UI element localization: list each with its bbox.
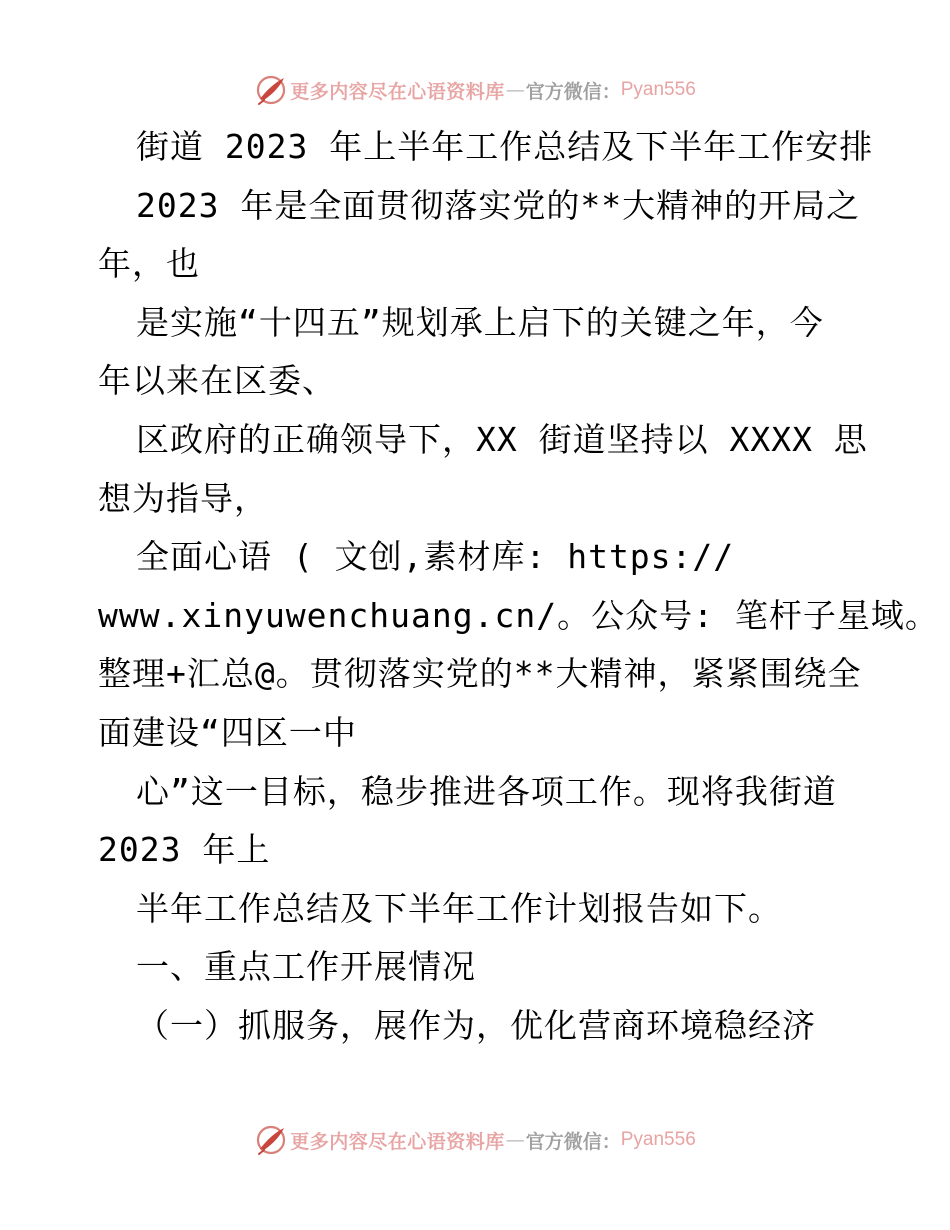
subsection-heading: （一）抓服务，展作为，优化营商环境稳经济: [136, 1005, 816, 1045]
banner-separator: —: [505, 1129, 525, 1151]
quill-pen-icon: [254, 73, 288, 107]
paragraph-line: 2023 年是全面贯彻落实党的**大精神的开局之: [136, 185, 861, 225]
paragraph-line: 想为指导，: [98, 478, 268, 518]
document-title: 街道 2023 年上半年工作总结及下半年工作安排: [136, 127, 874, 166]
banner-wechat-id: Pyan556: [620, 79, 696, 100]
paragraph-line: 心”这一目标，稳步推进各项工作。现将我街道: [136, 771, 837, 811]
paragraph-line-url: www.xinyuwenchuang.cn/。公众号: 笔杆子星域。: [98, 595, 939, 635]
paragraph-line: 整理+汇总@。贯彻落实党的**大精神，紧紧围绕全: [98, 654, 862, 694]
document-body: [98, 118, 939, 1056]
banner-slogan: 更多内容尽在心语资料库: [290, 1130, 505, 1153]
paragraph-line: 半年工作总结及下半年工作计划报告如下。: [136, 888, 782, 928]
section-heading: 一、重点工作开展情况: [136, 947, 476, 987]
paragraph-line: 是实施“十四五”规划承上启下的关键之年，今: [136, 302, 824, 342]
paragraph-line: 年以来在区委、: [98, 361, 336, 401]
footer-watermark-banner: [0, 1120, 950, 1160]
paragraph-line: 全面心语 ( 文创,素材库: https://: [136, 537, 735, 577]
banner-wechat-label: 官方微信：: [525, 1130, 621, 1153]
banner-separator: —: [505, 79, 525, 101]
banner-slogan: 更多内容尽在心语资料库: [290, 80, 505, 103]
header-watermark-banner: [0, 70, 950, 110]
paragraph-line: 年，也: [98, 244, 200, 284]
paragraph-line: 区政府的正确领导下，XX 街道坚持以 XXXX 思: [136, 419, 868, 459]
paragraph-line: 2023 年上: [98, 830, 271, 870]
banner-wechat-label: 官方微信：: [525, 80, 621, 103]
quill-pen-icon: [254, 1123, 288, 1157]
banner-wechat-id: Pyan556: [620, 1129, 696, 1150]
paragraph-line: 面建设“四区一中: [98, 712, 357, 752]
